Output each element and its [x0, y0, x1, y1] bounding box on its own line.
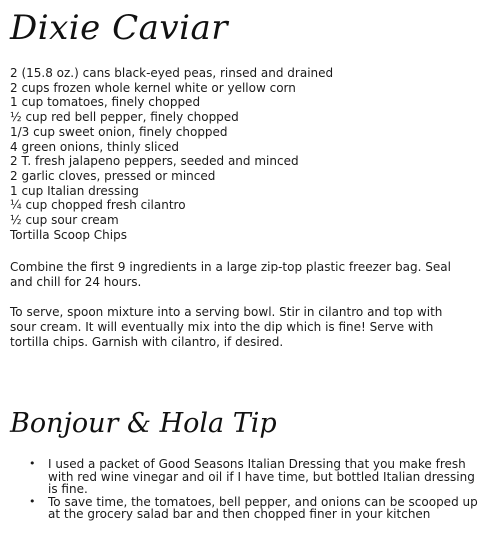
ingredient-item: 2 cups frozen whole kernel white or yellow corn [10, 80, 296, 95]
tip-text: I used a packet of Good Seasons Italian Dressing that you make fresh with red wine vinegar and oil if I have time, but bottled Italian dressing is fine. [48, 457, 475, 497]
ingredient-list [10, 66, 333, 242]
ingredient-item: ¼ cup chopped fresh cilantro [10, 198, 186, 213]
recipe-title: Dixie Caviar [10, 8, 229, 48]
ingredient-item: 1 cup tomatoes, finely chopped [10, 95, 201, 110]
ingredient-item: 4 green onions, thinly sliced [10, 139, 180, 154]
directions-step-1: Combine the first 9 ingredients in a large zip-top plastic freezer bag. Seal and chill for 24 hours. [10, 260, 451, 289]
tip-text: To save time, the tomatoes, bell pepper, and onions can be scooped up at the grocery salad bar and then chopped finer in your kitchen [48, 494, 478, 522]
ingredient-item: Tortilla Scoop Chips [10, 227, 127, 242]
bullet-icon: • [29, 457, 36, 470]
ingredient-item: 2 (15.8 oz.) cans black-eyed peas, rinsed and drained [10, 66, 334, 80]
ingredient-item: 2 T. fresh jalapeno peppers, seeded and minced [10, 154, 299, 169]
tip-list [29, 458, 479, 521]
ingredient-item: ½ cup red bell pepper, finely chopped [10, 110, 239, 125]
ingredient-item: 2 garlic cloves, pressed or minced [10, 168, 216, 183]
tip-heading: Bonjour & Hola Tip [10, 408, 277, 439]
ingredient-item: ½ cup sour cream [10, 213, 119, 228]
tip-item [29, 458, 479, 496]
tip-item [29, 496, 479, 521]
ingredient-item: 1/3 cup sweet onion, finely chopped [10, 124, 228, 139]
directions-step-2: To serve, spoon mixture into a serving bowl. Stir in cilantro and top with sour cream. It will eventually mix into the dip which is fine! Serve with tortilla chips. Garnish with cilantro, if desired. [10, 305, 443, 349]
ingredient-item: 1 cup Italian dressing [10, 183, 139, 198]
bullet-icon: • [29, 494, 36, 508]
